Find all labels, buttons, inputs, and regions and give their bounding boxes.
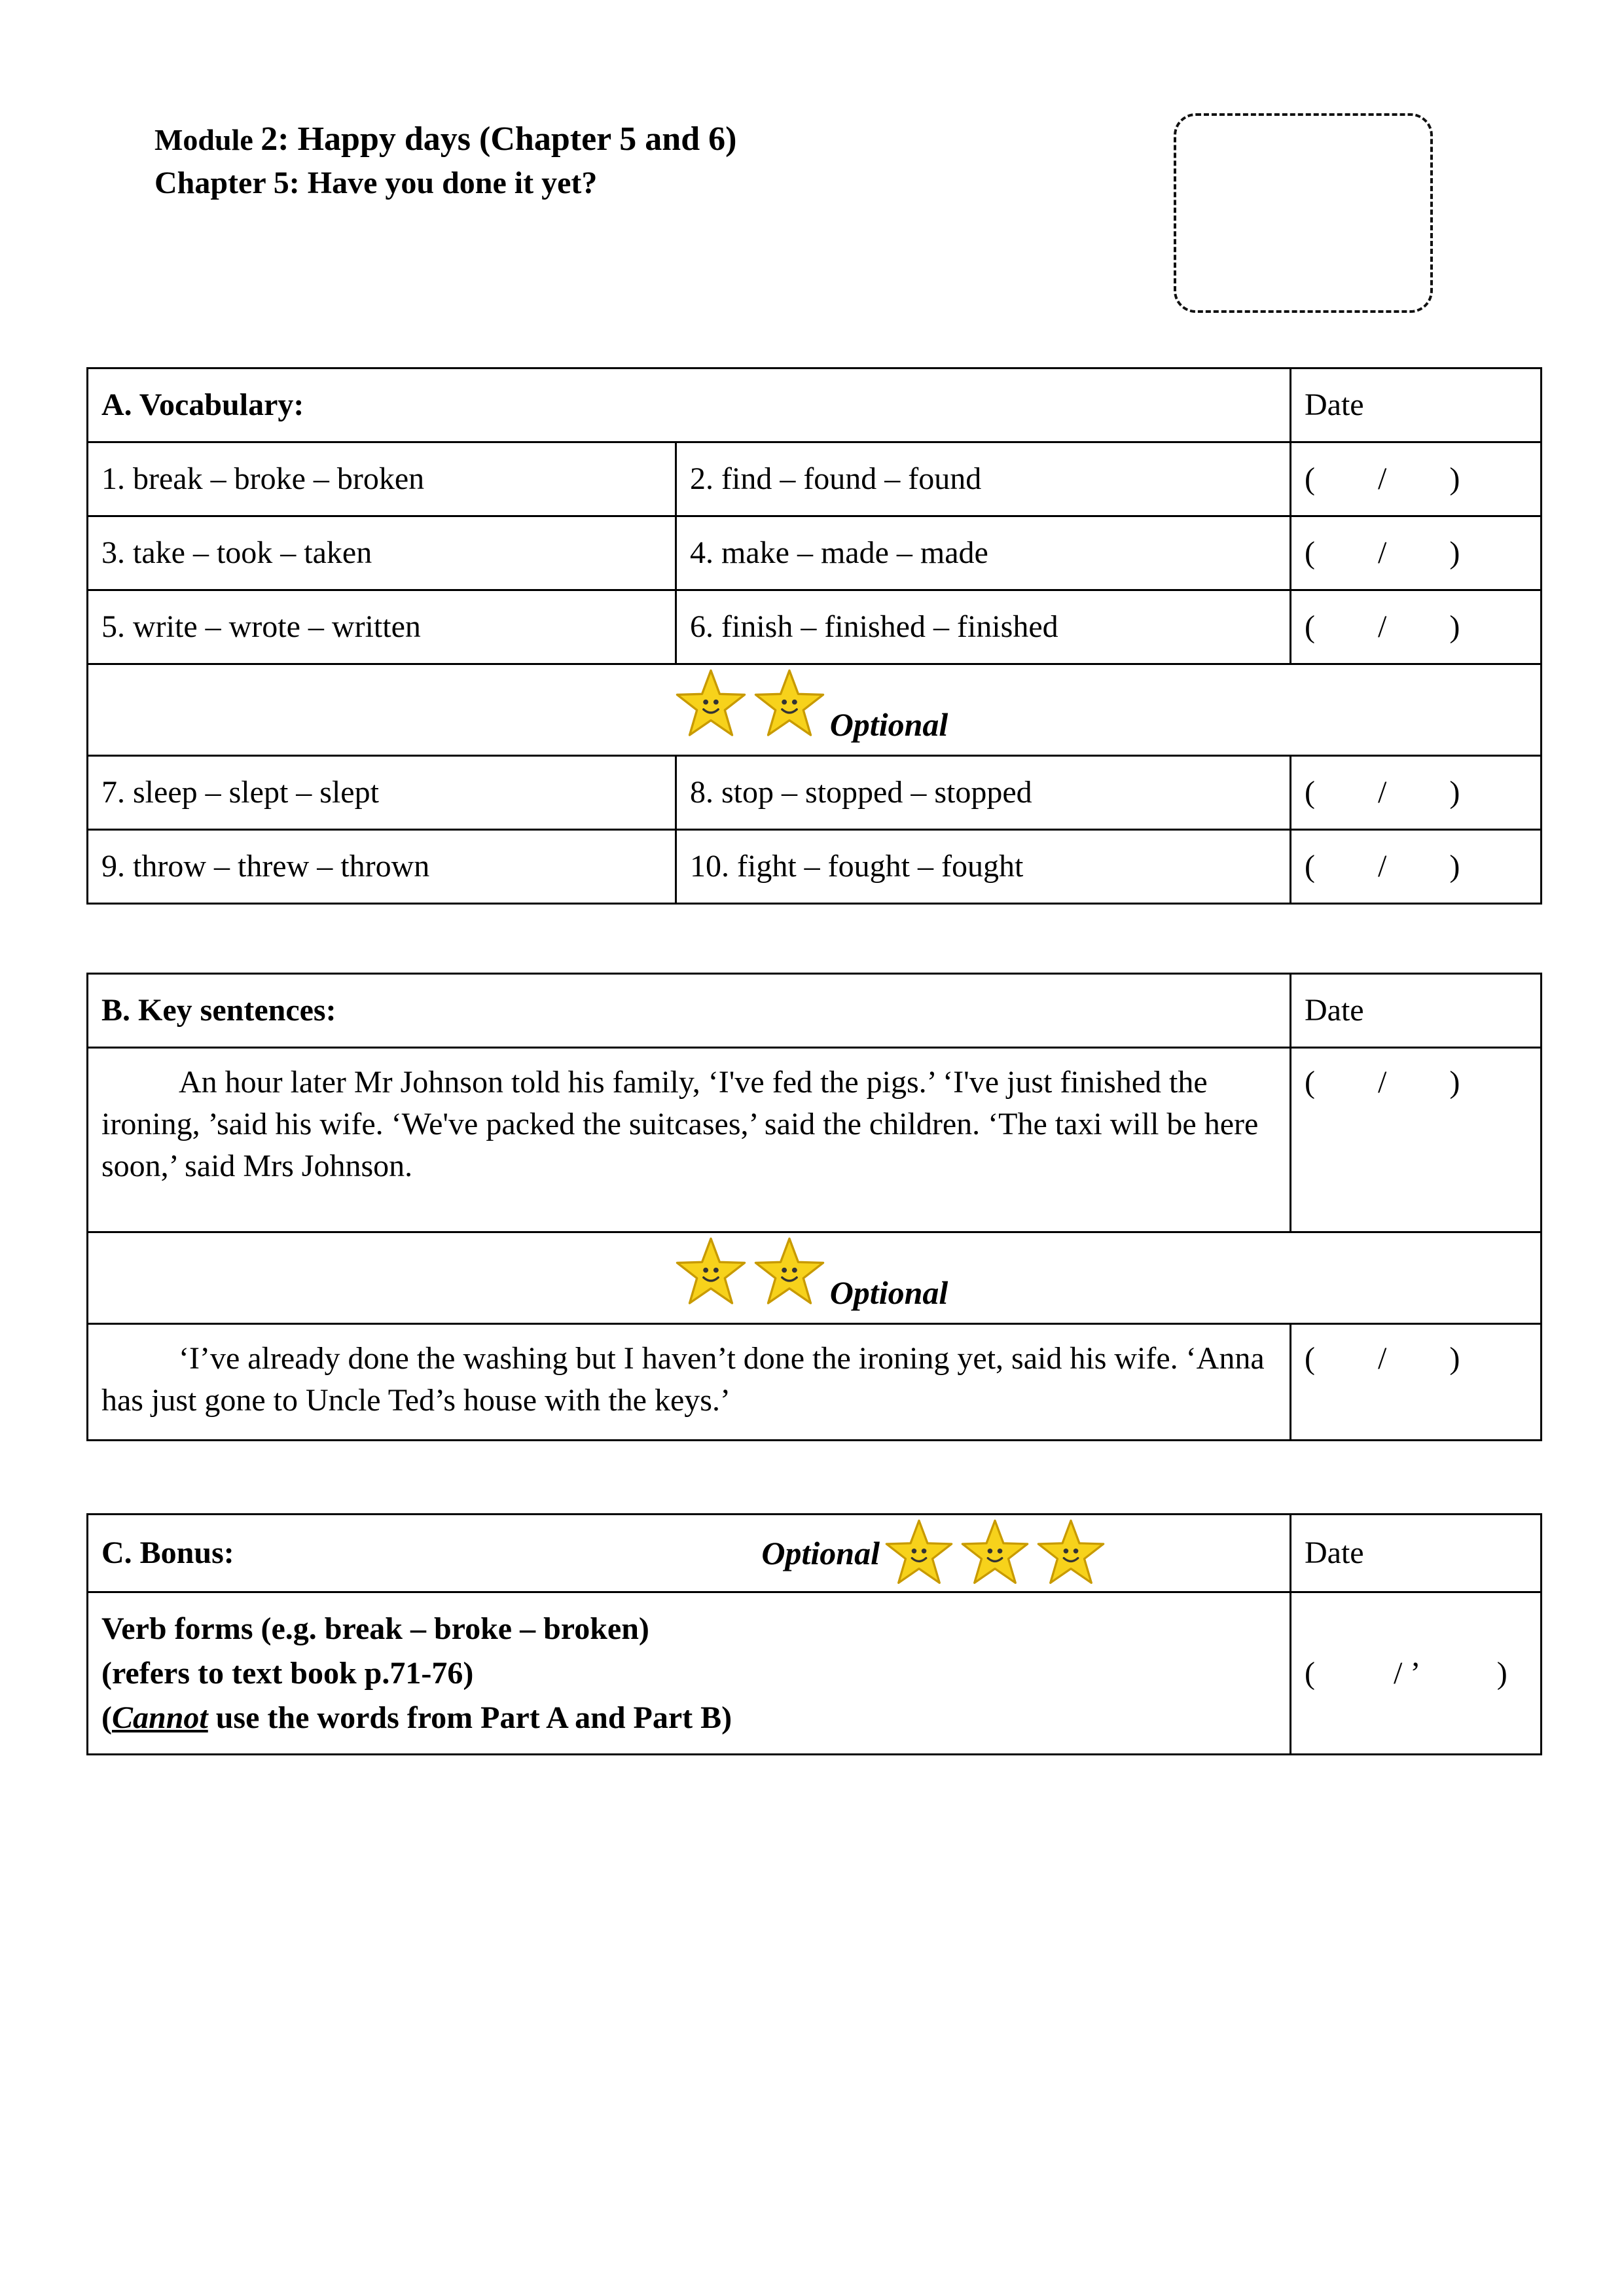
vocab-item: 9. throw – threw – thrown	[88, 830, 676, 904]
vocab-item: 7. sleep – slept – slept	[88, 756, 676, 830]
date-field[interactable]: ( / )	[1291, 756, 1542, 830]
star-icon	[753, 668, 826, 741]
date-field[interactable]: ( / )	[1291, 516, 1542, 590]
vocab-row	[88, 442, 1542, 516]
vocab-row	[88, 590, 1542, 664]
vocab-item: 8. stop – stopped – stopped	[676, 756, 1291, 830]
star-icons	[674, 1236, 826, 1309]
vocabulary-table	[86, 367, 1542, 905]
optional-label: Optional	[761, 1535, 880, 1571]
date-header: Date	[1291, 368, 1542, 442]
bonus-line-3: (Cannot use the words from Part A and Part B)	[101, 1700, 732, 1735]
vocab-item: 3. take – took – taken	[88, 516, 676, 590]
vocab-item: 10. fight – fought – fought	[676, 830, 1291, 904]
cannot-emphasis: Cannot	[111, 1700, 208, 1735]
star-icons	[884, 1518, 1106, 1588]
key-sentence-paragraph: An hour later Mr Johnson told his family, ‘I've fed the pigs.’ ‘I've just finished the ironing, ’said his wife. ‘We've packed the suitcases,’ said the children. ‘The taxi will be here soon,’ said Mrs Johnson.	[88, 1048, 1291, 1232]
star-icon	[753, 1236, 826, 1309]
date-field[interactable]: ( / )	[1291, 1048, 1542, 1232]
star-icon	[960, 1518, 1030, 1588]
module-title: Module 2: Happy days (Chapter 5 and 6)	[154, 120, 737, 158]
optional-banner	[88, 664, 1542, 756]
section-b-title: B. Key sentences:	[88, 974, 1291, 1048]
star-icon	[674, 1236, 748, 1309]
vocab-row	[88, 830, 1542, 904]
date-header: Date	[1291, 1515, 1542, 1592]
section-c-title: C. Bonus:	[101, 1535, 234, 1570]
date-field[interactable]: ( / ’ )	[1291, 1592, 1542, 1755]
optional-label: Optional	[829, 706, 948, 743]
section-a-title: A. Vocabulary:	[88, 368, 1291, 442]
bonus-header	[88, 1515, 1291, 1592]
bonus-table	[86, 1513, 1542, 1755]
date-field[interactable]: ( / )	[1291, 590, 1542, 664]
date-field[interactable]: ( / )	[1291, 442, 1542, 516]
vocab-item: 4. make – made – made	[676, 516, 1291, 590]
date-field[interactable]: ( / )	[1291, 830, 1542, 904]
optional-label: Optional	[829, 1274, 948, 1311]
optional-banner	[88, 1232, 1542, 1324]
stamp-box	[1174, 113, 1433, 313]
star-icons	[674, 668, 826, 741]
vocab-item: 6. finish – finished – finished	[676, 590, 1291, 664]
vocab-item: 2. find – found – found	[676, 442, 1291, 516]
bonus-instructions	[88, 1592, 1291, 1755]
star-icon	[1036, 1518, 1106, 1588]
star-icon	[674, 668, 748, 741]
star-icon	[884, 1518, 954, 1588]
key-sentences-table	[86, 973, 1542, 1441]
optional-sentence-paragraph: ‘I’ve already done the washing but I haven’t done the ironing yet, said his wife. ‘Anna has just gone to Uncle Ted’s house with the keys.’	[88, 1324, 1291, 1441]
date-header: Date	[1291, 974, 1542, 1048]
bonus-line-2: (refers to text book p.71-76)	[101, 1655, 474, 1691]
page-header	[154, 117, 736, 204]
chapter-title: Chapter 5: Have you done it yet?	[154, 166, 598, 200]
date-field[interactable]: ( / )	[1291, 1324, 1542, 1441]
vocab-item: 1. break – broke – broken	[88, 442, 676, 516]
vocab-row	[88, 516, 1542, 590]
vocab-item: 5. write – wrote – written	[88, 590, 676, 664]
vocab-row	[88, 756, 1542, 830]
bonus-line-1: Verb forms (e.g. break – broke – broken)	[101, 1611, 649, 1646]
